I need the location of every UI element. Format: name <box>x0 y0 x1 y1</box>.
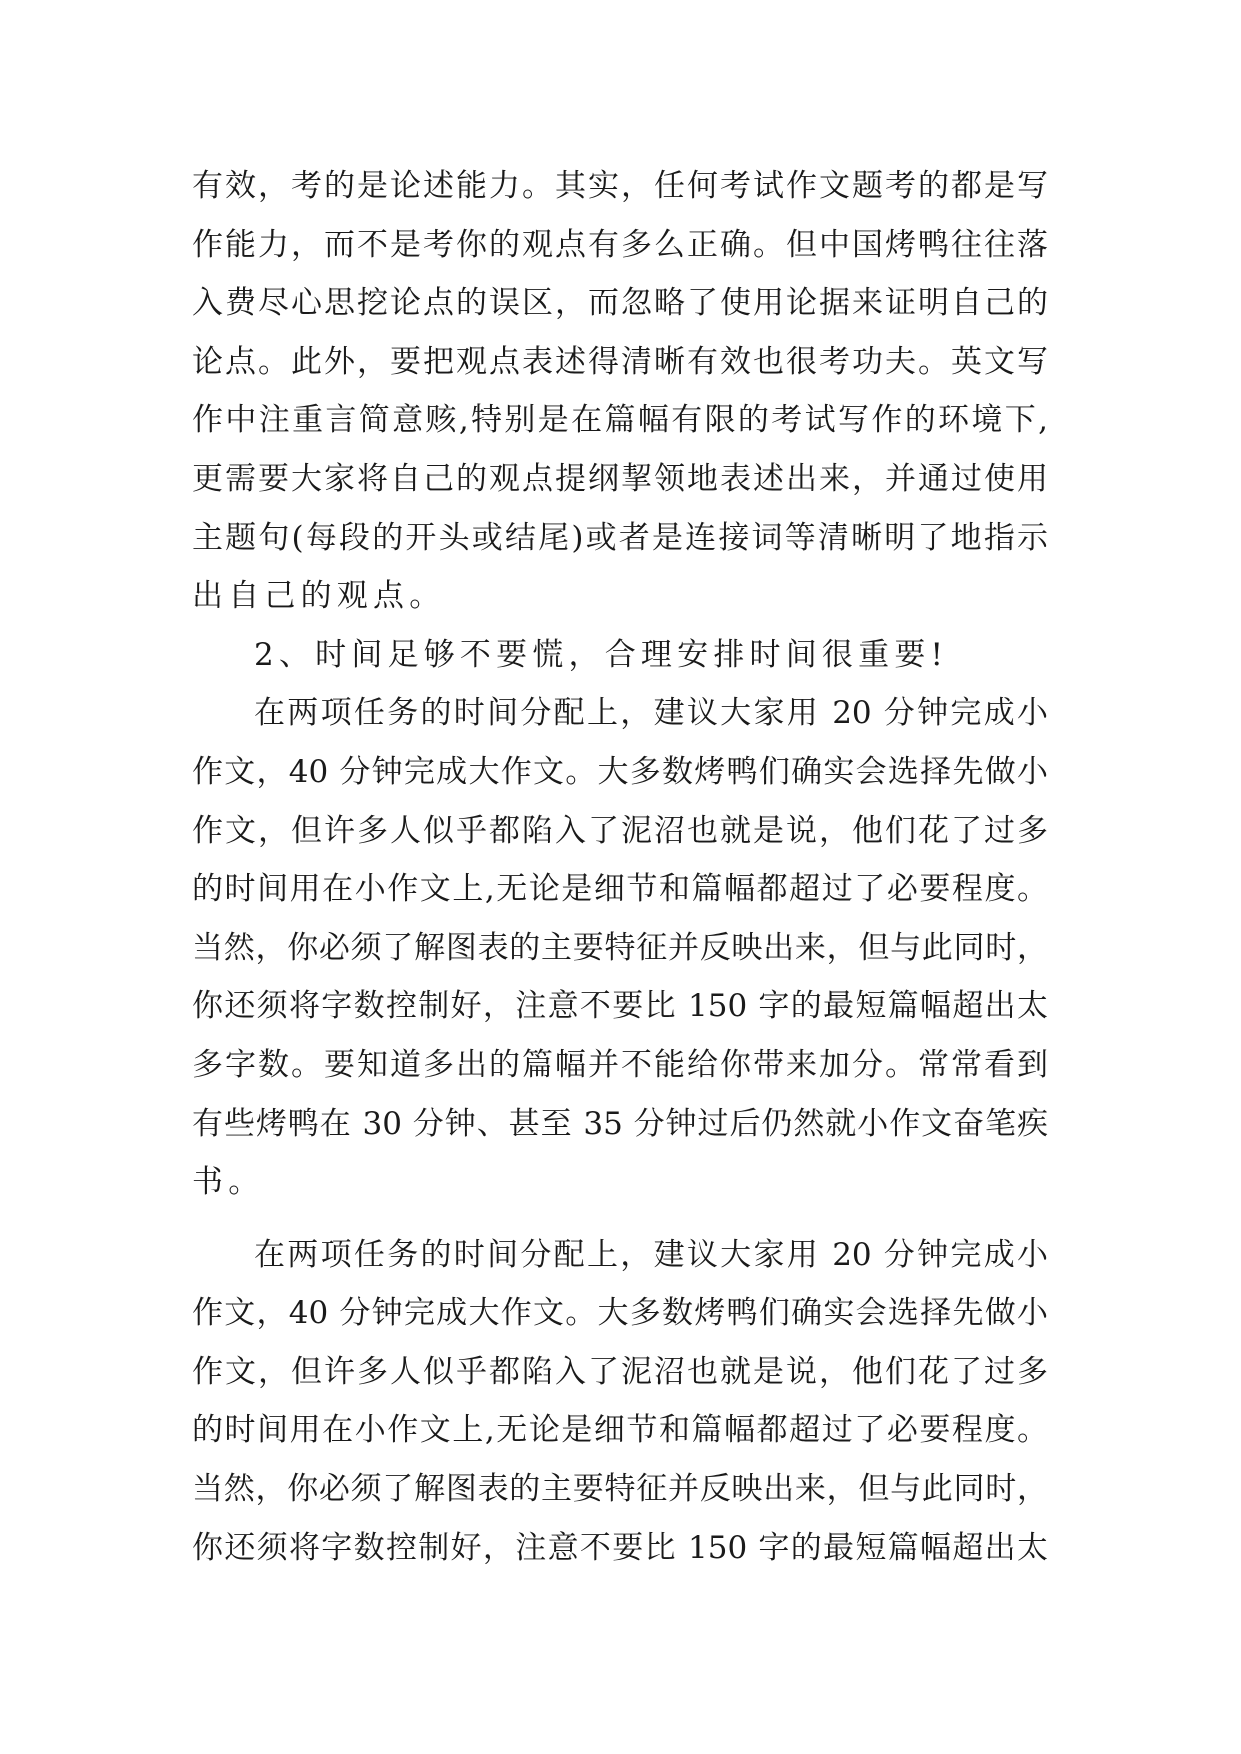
text-line: 在两项任务的时间分配上，建议大家用 20 分钟完成小 <box>254 1236 1048 1273</box>
paragraph-3 <box>192 1226 1048 1578</box>
text-line: 作中注重言简意赅,特别是在篇幅有限的考试写作的环境下, <box>192 402 1048 439</box>
text-line: 出自己的观点。 <box>192 578 446 615</box>
section-heading-2: 2、时间足够不要慌，合理安排时间很重要! <box>254 636 949 673</box>
text-line: 作能力，而不是考你的观点有多么正确。但中国烤鸭往往落 <box>192 226 1048 263</box>
text-line: 有些烤鸭在 30 分钟、甚至 35 分钟过后仍然就小作文奋笔疾 <box>192 1105 1048 1142</box>
document-body <box>192 157 1048 1577</box>
text-line: 你还须将字数控制好，注意不要比 150 字的最短篇幅超出太 <box>192 988 1048 1025</box>
text-line: 入费尽心思挖论点的误区，而忽略了使用论据来证明自己的 <box>192 285 1048 322</box>
text-line: 多字数。要知道多出的篇幅并不能给你带来加分。常常看到 <box>192 1046 1048 1083</box>
text-line: 的时间用在小作文上,无论是细节和篇幅都超过了必要程度。 <box>192 1412 1048 1449</box>
text-line: 作文，40 分钟完成大作文。大多数烤鸭们确实会选择先做小 <box>192 1295 1048 1332</box>
text-line: 的时间用在小作文上,无论是细节和篇幅都超过了必要程度。 <box>192 871 1048 908</box>
text-line: 作文，但许多人似乎都陷入了泥沼也就是说，他们花了过多 <box>192 812 1048 849</box>
text-line: 当然，你必须了解图表的主要特征并反映出来，但与此同时， <box>192 1471 1048 1508</box>
text-line: 主题句(每段的开头或结尾)或者是连接词等清晰明了地指示 <box>192 519 1048 556</box>
text-line: 书。 <box>192 1164 265 1201</box>
text-line: 有效，考的是论述能力。其实，任何考试作文题考的都是写 <box>192 168 1048 204</box>
paragraph-2 <box>192 684 1048 1211</box>
text-line: 你还须将字数控制好，注意不要比 150 字的最短篇幅超出太 <box>192 1529 1048 1566</box>
text-line: 论点。此外，要把观点表述得清晰有效也很考功夫。英文写 <box>192 343 1048 380</box>
paragraph-1 <box>192 157 1048 626</box>
text-line: 作文，40 分钟完成大作文。大多数烤鸭们确实会选择先做小 <box>192 753 1048 790</box>
text-line: 当然，你必须了解图表的主要特征并反映出来，但与此同时， <box>192 929 1048 966</box>
paragraph-spacer <box>192 1212 1048 1226</box>
text-line: 在两项任务的时间分配上，建议大家用 20 分钟完成小 <box>254 695 1048 732</box>
text-line: 作文，但许多人似乎都陷入了泥沼也就是说，他们花了过多 <box>192 1353 1048 1390</box>
text-line: 更需要大家将自己的观点提纲挈领地表述出来，并通过使用 <box>192 460 1048 497</box>
